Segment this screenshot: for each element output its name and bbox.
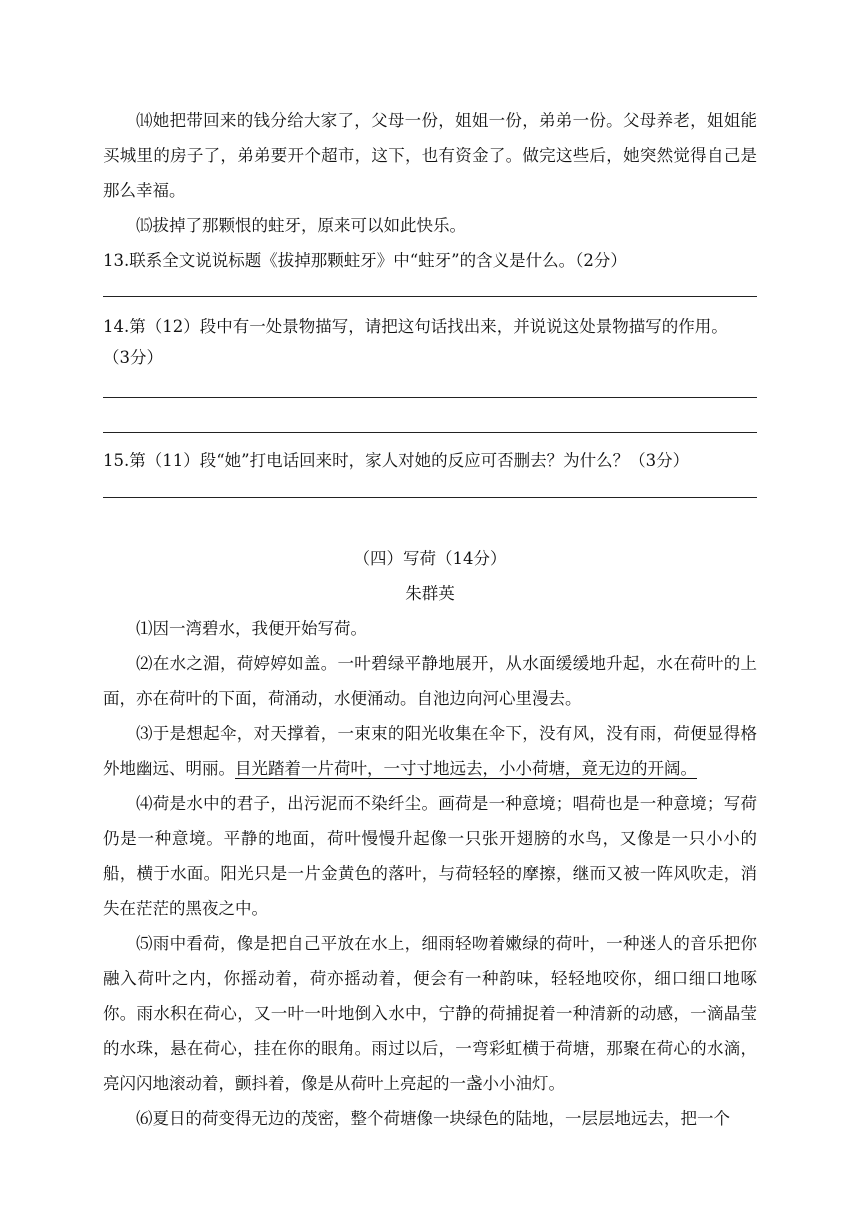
paragraph-3-text: ⑶于是想起伞，对天撑着，一束束的阳光收集在伞下，没有风，没有雨，荷便显得格外地幽远、明丽。	[103, 724, 757, 778]
essay-paragraph-6: ⑹夏日的荷变得无边的茂密，整个荷塘像一块绿色的陆地，一层层地远去，把一个	[136, 1109, 730, 1128]
essay-paragraph-5: ⑸雨中看荷，像是把自己平放在水上，细雨轻吻着嫩绿的荷叶，一种迷人的音乐把你融入荷叶之内，你摇动着，荷亦摇动着，便会有一种韵味，轻轻地咬你，细口细口地啄你。雨水积在荷心，又一叶一叶地倒入水中，宁静的荷捕捉着一种清新的动感，一滴晶莹的水珠，悬在荷心，挂在你的眼角。雨过以后，一弯彩虹横于荷塘，那聚在荷心的水滴，亮闪闪地滚动着，颤抖着，像是从荷叶上亮起的一盏小小油灯。	[103, 934, 757, 1093]
essay-paragraph-3	[103, 716, 757, 786]
essay-paragraph-1: ⑴因一湾碧水，我便开始写荷。	[136, 619, 367, 638]
answer-line-13[interactable]	[103, 296, 757, 297]
question-14-points: （3分）	[103, 348, 163, 367]
story-paragraph-14: ⒁她把带回来的钱分给大家了，父母一份，姐姐一份，弟弟一份。父母养老，姐姐能买城里的房子了，弟弟要开个超市，这下，也有资金了。做完这些后，她突然觉得自己是那么幸福。	[103, 111, 757, 200]
question-13: 13.联系全文说说标题《拔掉那颗蛀牙》中“蛀牙”的含义是什么。（2分）	[103, 251, 627, 270]
essay-paragraph-2: ⑵在水之湄，荷婷婷如盖。一叶碧绿平静地展开，从水面缓缓地升起，水在荷叶的上面，亦在荷叶的下面，荷涌动，水便涌动。自池边向河心里漫去。	[103, 654, 757, 708]
section-title: （四）写荷（14分）	[353, 549, 507, 568]
answer-line-14a[interactable]	[103, 397, 757, 398]
answer-line-14b[interactable]	[103, 432, 757, 433]
answer-line-15[interactable]	[103, 497, 757, 498]
essay-paragraph-4: ⑷荷是水中的君子，出污泥而不染纤尘。画荷是一种意境；唱荷也是一种意境；写荷仍是一种意境。平静的地面，荷叶慢慢升起像一只张开翅膀的水鸟，又像是一只小小的船，横于水面。阳光只是一片金黄色的落叶，与荷轻轻的摩擦，继而又被一阵风吹走，消失在茫茫的黑夜之中。	[103, 794, 757, 918]
question-15: 15.第（11）段“她”打电话回来时，家人对她的反应可否删去？为什么？（3分）	[103, 451, 690, 470]
underlined-sentence: 目光踏着一片荷叶，一寸寸地远去，小小荷塘，竟无边的开阔。	[235, 759, 697, 778]
question-14: 14.第（12）段中有一处景物描写，请把这句话找出来，并说说这处景物描写的作用。	[103, 317, 728, 336]
story-paragraph-15: ⒂拔掉了那颗恨的蛀牙，原来可以如此快乐。	[136, 216, 466, 235]
section-author: 朱群英	[405, 584, 455, 603]
